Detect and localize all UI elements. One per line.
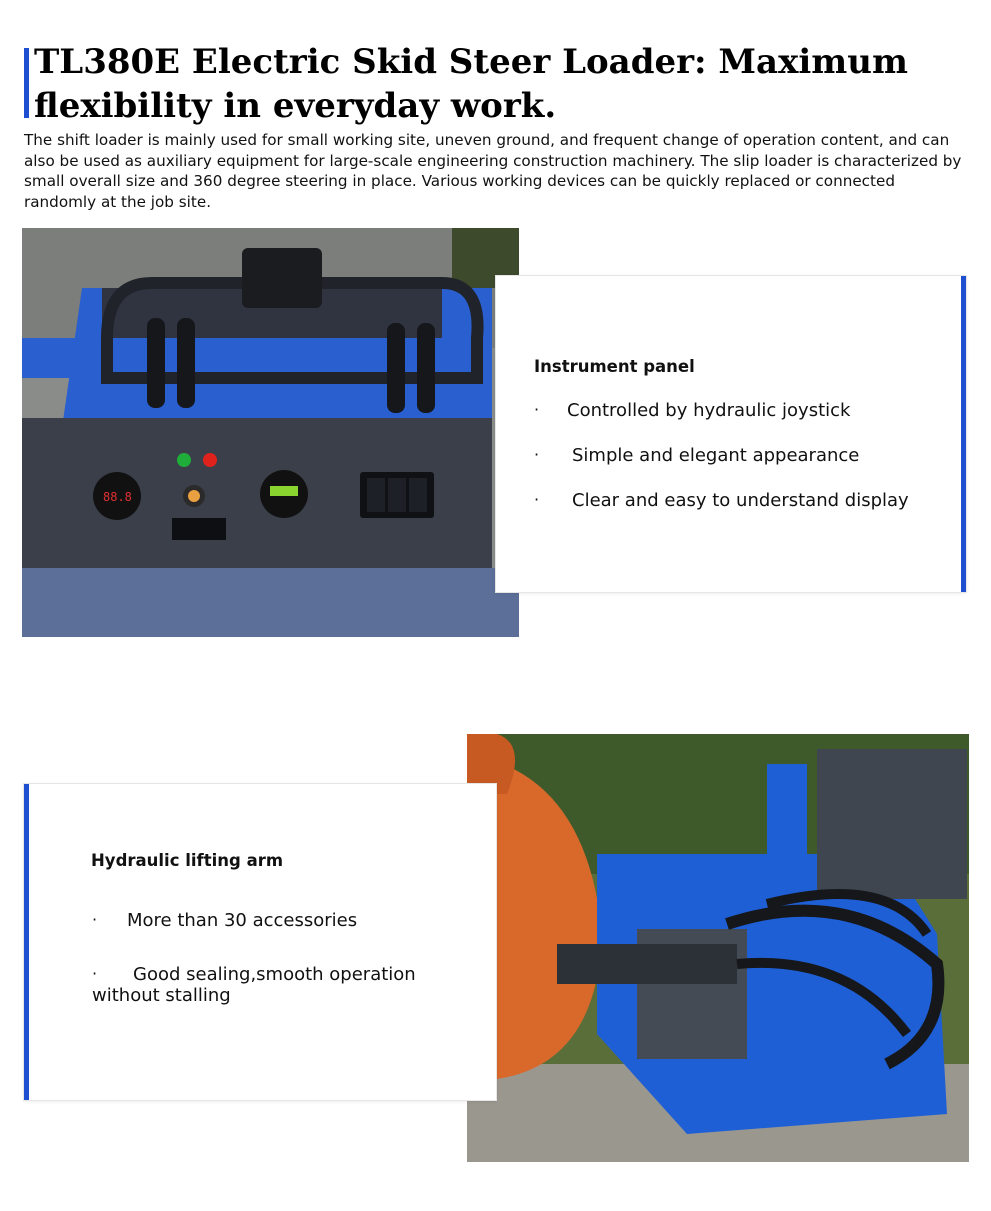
bullet-icon: · <box>92 964 98 983</box>
bullet-icon: · <box>534 445 540 464</box>
feature-text-continued: without stalling <box>92 985 231 1006</box>
svg-text:88.8: 88.8 <box>103 490 132 504</box>
hydraulic-arm-photo <box>467 734 969 1162</box>
hydraulic-arm-card <box>24 784 496 1100</box>
page-title: TL380E Electric Skid Steer Loader: Maximum flexibility in everyday work. <box>34 42 908 126</box>
feature-text: More than 30 accessories <box>127 910 358 931</box>
intro-paragraph: The shift loader is mainly used for small working site, uneven ground, and frequent change of operation content, and can also be used as auxiliary equipment for large-scale engineering construction machinery. The slip loader is characterized by small overall size and 360 degree steering in place. Various working devices can be quickly replaced or connected randomly at the job site. <box>24 131 962 211</box>
feature-text: Good sealing,smooth operation <box>133 964 416 985</box>
section-title: Hydraulic lifting arm <box>91 851 284 870</box>
bullet-icon: · <box>92 910 98 929</box>
feature-text: Clear and easy to understand display <box>572 490 909 511</box>
instrument-panel-photo <box>22 228 519 637</box>
section-title: Instrument panel <box>534 357 695 376</box>
bullet-icon: · <box>534 400 540 419</box>
title-accent-bar <box>24 48 29 118</box>
card-accent-bar <box>961 276 966 592</box>
bullet-icon: · <box>534 490 540 509</box>
feature-text: Controlled by hydraulic joystick <box>567 400 851 421</box>
instrument-panel-card <box>496 276 966 592</box>
feature-text: Simple and elegant appearance <box>572 445 860 466</box>
card-accent-bar <box>24 784 29 1100</box>
